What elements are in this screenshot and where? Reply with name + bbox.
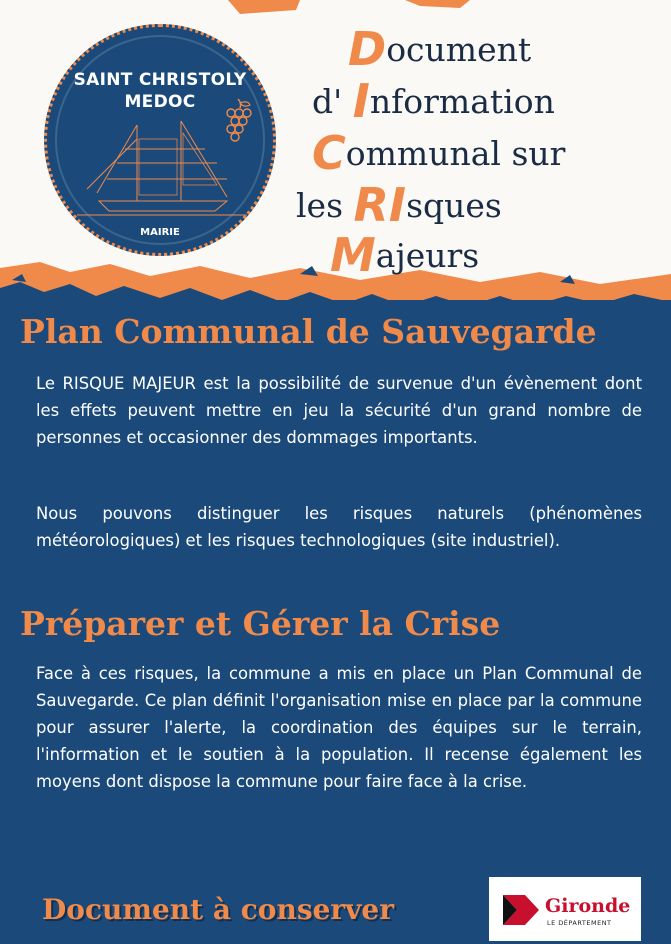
dicrim-line-1 xyxy=(348,22,532,76)
dicrim-rest: nformation xyxy=(369,82,555,121)
dicrim-capital: I xyxy=(352,74,370,128)
mairie-logo xyxy=(44,24,276,256)
dicrim-rest: sques xyxy=(406,186,502,225)
section2-paragraph: Face à ces risques, la commune a mis en place un Plan Communal de Sauvegarde. Ce plan définit l'organisation mise en place par la commune pour assurer l'alerte, la coordination des équipes sur le terrain, l'information et le soutien à la population. Il recense également les moyens dont dispose la commune pour faire face à la crise. xyxy=(36,664,642,791)
dicrim-line-4 xyxy=(296,178,502,232)
footer-title: Document à conserver xyxy=(42,893,394,926)
logo-name-line2: MEDOC xyxy=(124,92,196,112)
dicrim-rest: ajeurs xyxy=(375,236,480,275)
gironde-subtitle: LE DÉPARTEMENT xyxy=(547,919,612,927)
dicrim-prefix: les xyxy=(296,186,354,225)
logo-name-line1: SAINT CHRISTOLY xyxy=(73,70,247,90)
gironde-name: Gironde xyxy=(545,895,631,917)
dicrim-capital: RI xyxy=(353,178,407,232)
dicrim-line-5 xyxy=(330,228,480,282)
section-title-crise: Préparer et Gérer la Crise xyxy=(20,604,501,643)
section1-paragraph-1: Le RISQUE MAJEUR est la possibilité de survenue d'un évènement dont les effets peuvent mettre en jeu la sécurité d'un grand nombre de personnes et occasionner des dommages importants. xyxy=(36,374,642,447)
dicrim-capital: D xyxy=(348,22,387,76)
sailboat-icon xyxy=(77,119,247,219)
dicrim-rest: ommunal sur xyxy=(345,134,566,173)
dicrim-prefix: d' xyxy=(312,82,353,121)
gironde-logo xyxy=(489,877,641,941)
dicrim-line-3 xyxy=(312,126,566,180)
dicrim-capital: C xyxy=(312,126,346,180)
gironde-emblem-icon xyxy=(501,891,541,929)
section1-paragraph-2: Nous pouvons distinguer les risques naturels (phénomènes météorologiques) et les risques technologiques (site industriel). xyxy=(36,504,642,550)
dicrim-capital: M xyxy=(330,228,376,282)
dicrim-line-2 xyxy=(312,74,555,128)
section-title-plan-communal: Plan Communal de Sauvegarde xyxy=(20,312,597,351)
logo-subtitle: MAIRIE xyxy=(140,227,180,238)
dicrim-rest: ocument xyxy=(386,30,532,69)
